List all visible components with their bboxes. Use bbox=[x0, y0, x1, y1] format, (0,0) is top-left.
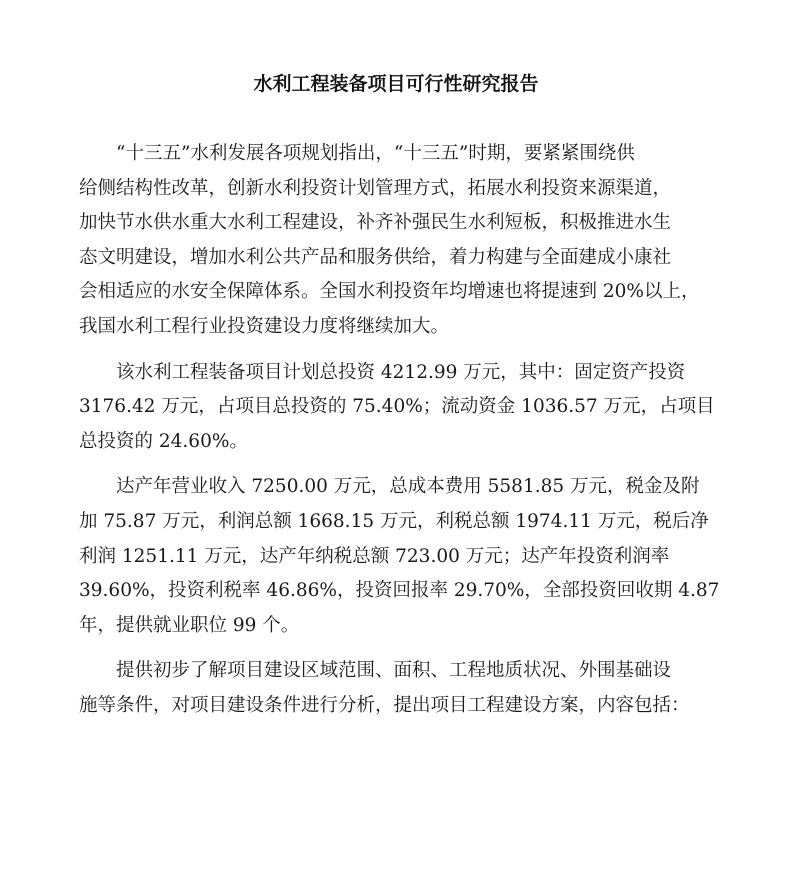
paragraph-investment bbox=[79, 356, 719, 460]
paragraph-line: 加 75.87 万元，利润总额 1668.15 万元，利税总额 1974.11 万元，税后净 bbox=[79, 510, 709, 532]
paragraph-line: 给侧结构性改革，创新水利投资计划管理方式，拓展水利投资来源渠道， bbox=[79, 177, 672, 199]
paragraph-site-conditions bbox=[79, 654, 719, 723]
paragraph-line: “十三五”水利发展各项规划指出，“十三五”时期，要紧紧围绕供 bbox=[116, 143, 635, 164]
paragraph-line: 态文明建设，增加水利公共产品和服务供给，着力构建与全面建成小康社 bbox=[79, 246, 672, 268]
paragraph-line: 提供初步了解项目建设区域范围、面积、工程地质状况、外围基础设 bbox=[116, 660, 672, 682]
paragraph-line: 3176.42 万元，占项目总投资的 75.40%；流动资金 1036.57 万元，占项目 bbox=[79, 396, 715, 418]
paragraph-planning bbox=[79, 137, 719, 345]
paragraph-financials bbox=[79, 470, 719, 643]
paragraph-line: 会相适应的水安全保障体系。全国水利投资年均增速也将提速到 20%以上， bbox=[79, 281, 700, 303]
document-body bbox=[79, 137, 719, 735]
document-title: 水利工程装备项目可行性研究报告 bbox=[253, 73, 539, 95]
paragraph-line: 达产年营业收入 7250.00 万元，总成本费用 5581.85 万元，税金及附 bbox=[116, 476, 700, 498]
paragraph-line: 利润 1251.11 万元，达产年纳税总额 723.00 万元；达产年投资利润率 bbox=[79, 545, 670, 567]
paragraph-line: 年，提供就业职位 99 个。 bbox=[79, 614, 300, 636]
paragraph-line: 总投资的 24.60%。 bbox=[79, 430, 248, 452]
paragraph-line: 加快节水供水重大水利工程建设，补齐补强民生水利短板，积极推进水生 bbox=[79, 212, 672, 234]
paragraph-line: 施等条件，对项目建设条件进行分析，提出项目工程建设方案，内容包括： bbox=[79, 694, 690, 716]
paragraph-line: 我国水利工程行业投资建设力度将继续加大。 bbox=[79, 315, 450, 337]
paragraph-line: 该水利工程装备项目计划总投资 4212.99 万元，其中：固定资产投资 bbox=[116, 361, 686, 383]
paragraph-line: 39.60%，投资利税率 46.86%，投资回报率 29.70%，全部投资回收期 4.87 bbox=[79, 580, 720, 602]
